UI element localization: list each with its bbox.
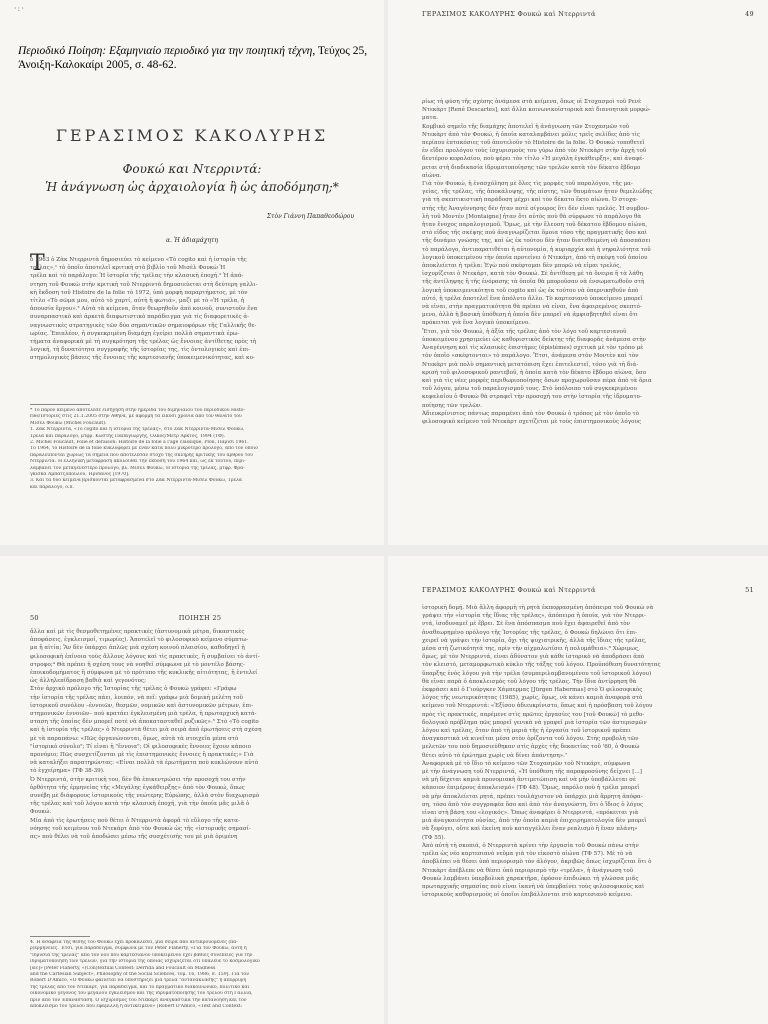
text-line: αὐτό, ἡ τρέλα ἀποτελεῖ ἕνα ἀπόλυτο ἄλλο. Τὸ καρτεσιανὸ ὑποκείμενο μπορεῖ	[422, 295, 643, 302]
text-line: ρεται στὴ διαδικασία ἱδρυματοποίησης τῶν τρελῶν κατὰ τὸν δέκατο ἕβδομο	[422, 164, 641, 171]
page-49	[388, 0, 768, 545]
text-line: λογικοῦ ὑποκειμένου τὴν ὁποία προτείνει ὁ Ντεκάρτ, ἀπὸ τὴ σκέψη τοῦ ὁποίου	[422, 254, 648, 261]
citation-details: , Τεύχος 25, Άνοιξη-Καλοκαίρι 2005, σ. 48-62.	[18, 45, 368, 71]
footnotes	[30, 408, 370, 498]
text-line: ἱστορικοῦ συνόλου –ἐννοιῶν, θεσμῶν, νομικῶν καὶ ἀστυνομικῶν μέτρων, ἐπι-	[30, 702, 254, 709]
text-line: περίπου ἑπτακόσιες τοῦ ἀποτελοῦν τὸ Histoire de la folie. Ὁ Φουκὼ τοποθετεῖ	[422, 140, 645, 147]
text-line: ἐν εἴδει προλόγου τοὺς ἰσχυρισμοὺς του γύρω ἀπὸ τὸν Ντεκὰρτ στὴν ἀρχὴ τοῦ	[422, 148, 647, 155]
text-line: νὰ καταλήξει παρατηρώντας: «Εἶναι πολλὰ τὰ ἐρωτήματα ποὺ κυκλώνουν αὐτὸ	[30, 760, 259, 767]
text-line: αἰώνα.	[422, 172, 442, 179]
article-title-line1: Φουκώ και Ντερριντά:	[122, 162, 262, 176]
text-line: Ἀπὸ αὐτὴ τὴ σκοπιά, ὁ Ντερριντὰ κρίνει τὴν ἐργασία τοῦ Φουκὼ πάνω στὴν	[422, 842, 639, 849]
text-line: Ντεκὰρτ ἀπὸ τὸν Φουκώ, ἡ ὁποία καταλαμβάνει μόλις τρεῖς σελίδες ἀπὸ τὶς	[422, 131, 640, 138]
text-line: τήματα ἀναφορικὰ μὲ τὴ συγκρότηση τῆς τρέλας ὡς ἔννοιας ἀντίθετης πρὸς τὴ	[30, 339, 257, 346]
text-line: πρόκειται γιὰ ἕνα λογικὸ ὑποκείμενο.	[422, 320, 531, 327]
text-line: 2. Michel Foucault, Folie et déraison: Histoire de la folie à l'âge classique, Plon, Παρίσι 1961.	[30, 440, 249, 446]
text-line: ἱδρυματοποίηση τῶν τρελῶν, γιὰ τὴν ἱστορία τῆς ὁποίας ἰσχυρίζεται ὅτι ὑπάλευε τὸ κοσμολογικό	[30, 959, 260, 965]
text-line: τῆς τρέλας ἀπὸ τὸν Ντεκάρτ, γιὰ παράδειγμα, καὶ τὸ πραγματικὸ διακοινωνικό, πολιτικὸ καὶ	[30, 984, 250, 990]
text-line: Ὁ Ντερριντά, στὴν κριτικὴ του, δὲν θὰ ἐπικεντρώσει τὴν προσοχή του στὴν	[30, 776, 246, 783]
text-line: ρίως τὴ φύση τῆς σχέσης ἀνάμεσα στὰ κείμενα, ὅπως οἱ Στοχασμοὶ τοῦ Ρενὲ	[422, 99, 642, 105]
text-line: νὰ μὴν ἀποκλείεται ρητά, πρέπει τουλάχιστον νὰ ὑπάρχει μιὰ ἄρρητη ἀπόφα-	[422, 793, 643, 800]
text-line: τὸ παράλογο, ἀντιπαρατιθέται ἡ αὐτονομία, ἡ κυριαρχία καὶ ἡ νηφαλιότητα τοῦ	[422, 246, 651, 253]
body-text	[422, 604, 758, 1004]
text-line: ντά, ἰσοδυναμεῖ μὲ ἔβρει. Σὲ ἕνα ἀπόσπασμα ποὺ ἔχει ἀφαιρεθεῖ ἀπὸ τὸν	[422, 621, 631, 628]
text-line: ὡς ἀλληλεπίδραση βαθιὰ καὶ γεγονότος;	[30, 678, 146, 685]
running-head	[30, 614, 370, 622]
text-line: τίτλο «Τὸ σῶμα μου, αὐτὸ τὸ χαρτί, αὐτὴ ἡ φωτιά», μαζὶ μὲ τὸ «Ἡ τρέλα, ἡ	[30, 298, 245, 305]
text-line: τὴν ἱστορία τῆς τρέλας πάει, λοιπόν, νὰ πεῖ: γράφω μιὰ δομικὴ μελέτη τοῦ	[30, 694, 243, 701]
text-line: ἦταν ἔνοχος παραλογισμοῦ. Ὅμως, μὲ τὴν ἔλευση τοῦ δέκατου ἕβδομου αἰώνα,	[422, 222, 648, 229]
text-line: ἰσχυρίζεται ὁ Ντεκάρτ, κατὰ τὸν Φουκώ. Σὲ ἀντίθεση μὲ τὰ ὄνειρα ἢ τὰ λάθη	[422, 271, 643, 278]
text-line: Robert D'Amico, «Ὁ Φουκὼ φαίνεται νὰ ὑποστηρίζει μιὰ τρέλα "ἀντανάκλασης" ἡ ἀπόρριψη	[30, 978, 247, 984]
text-line: Γιὰ τὸν Φουκώ, ἡ ἐνασχόληση μὲ ὅλες τὶς μορφὲς τοῦ παραλόγου, τῆς μα-	[422, 181, 633, 188]
text-line: ἀπουσία ἔργου».³ Αὐτὰ τὰ κείμενα, ὅταν θεωρηθοῦν ἀπὸ κοινοῦ, συνιστοῦν ἕνα	[30, 306, 258, 313]
text-line: ἐκφράσει καὶ ὁ Γιούργκεν Χάμπερμας [Jürgen Habermas] στὸ Ὁ φιλοσοφικὸς	[422, 687, 643, 694]
text-line: μα ἢ αἰτία; Ἂν δὲν ὑπάρχει ἁπλῶς μιὰ σχέση κοινοῦ πλαισίου, καθοδηγεῖ ἡ	[30, 645, 245, 652]
text-line: μὲ τὰ παραπάνω: «Πῶς ὀργανώνονται, ὅμως, αὐτὰ τὰ στοιχεῖα μέσα στὸ	[30, 735, 239, 742]
text-line: Ντεκὰρτ μιὰ πολὺ σημαντικὴ μετατόπιση ἔχει ἐπιτελεστεῖ, τόσο γιὰ τὴ διά-	[422, 361, 639, 368]
text-line: τρέλα ὡς νέο καρτεσιανὸ νεῦμα γιὰ τὸν εἰκοστὸ αἰώνα (ΤΦ 57). Μὲ τὸ νὰ	[422, 851, 633, 858]
text-line: τῆς δυνάμει γνώσης της, καὶ ὡς ἐκ τούτου δὲν ἦταν διατεθειμένη νὰ ἀποσπάσει	[422, 238, 651, 245]
text-line: κείμενο τοῦ Ντερριντά: «Ἐξίσου ἀδιευκρίνιστο, ὅπως καὶ ἡ πρόσβαση τοῦ λόγου	[422, 703, 653, 710]
text-line: Φουκώ.	[30, 809, 52, 816]
text-line: ὸ 1963 ὁ Ζὰκ Ντερριντὰ δημοσιεύει τὸ κείμενο «Τὸ cogito καὶ ἡ ἱστορία τῆς	[30, 257, 247, 263]
text-line: μὲ τὴν ἀνάγνωση τοῦ Ντερριντά, «Ἡ ὑπόθεση τῆς παραφροσύνης δείχνει [...]	[422, 769, 642, 776]
text-line: φιλοσοφικὴ ἐπίνοια τοὺς ἄλλους λόγους καὶ τὶς πρακτικές, ἢ συμβαίνει τὸ ἀντί-	[30, 653, 260, 660]
text-line: Στὸν ἀρχικὸ πρόλογο τῆς Ἱστορίας τῆς τρέλας ὁ Φουκὼ γράφει: «Γράφω	[30, 686, 237, 693]
text-line: ἀποκλείεται ἡ τρέλα: Ἐγὼ ποὺ σκέφτομαι δὲν μπορῶ νὰ εἶμαι τρελός,	[422, 263, 622, 270]
text-line: ας» ποὺ θέλει νὰ τοῦ ἀποδώσει μέσω τῆς συσχέτισής του μὲ μιὰ ὁριμένη	[30, 834, 238, 841]
text-line: τῆς ἀντίληψης ἢ τῆς ἐνόρασης τὰ ὁποῖα θὰ μποροῦσαν νὰ ἐνσωματωθοῦν στὴ	[422, 279, 645, 286]
text-line: σταση τῆς ὁποίας δὲν μπορεῖ ποτὲ νὰ ἀποκατασταθεῖ ρυζικῶς».⁵ Στὸ «Τὸ cogito	[30, 719, 259, 726]
text-line: ἀναγκαστικὰ νὰ κινεῖται μέσα στὸν ὁρίζοντα τοῦ λόγου. Στὴς προβολὴ τῶν	[422, 736, 639, 743]
running-head-text: ΠΟΙΗΣΗ 25	[178, 614, 222, 622]
text-line: 3. Καὶ τὰ δύο κείμενα βρίσκονται μεταφρασμένα στὸ Ζὰκ Ντερριντὰ-Μισὲλ Φουκώ, Τρέλα	[30, 478, 242, 484]
running-head-text: ΓΕΡΑΣΙΜΟΣ ΚΑΚΟΛΥΡΗΣ Φουκώ καὶ Ντερριντά	[422, 10, 596, 18]
text-line: κὴ ἔκδοση τοῦ Histoire de la folie τὸ 1972, ὑπὸ μορφὴ παραρτήματος, μὲ τὸν	[30, 289, 248, 296]
text-line: ὕπαρξης ἑνὸς λόγου γιὰ τὴν τρέλα (συμπεριλαμβανομένου τοῦ ἱστορικοῦ λόγου)	[422, 670, 652, 677]
text-line: φιλοσοφικὸ κείμενο τοῦ Ντεκὰρτ σχετίζεται μὲ τοὺς ἐπιστημονικοὺς λόγους	[422, 418, 642, 425]
text-line: Μία ἀπὸ τὶς ἐρωτήσεις ποὺ θέτει ὁ Ντερριντὰ ἀφορᾶ τὸ εὔλογο τῆς κατα-	[30, 817, 240, 824]
footnotes	[30, 940, 370, 1024]
running-head-text: ΓΕΡΑΣΙΜΟΣ ΚΑΚΟΛΥΡΗΣ Φουκώ καὶ Ντερριντά	[422, 586, 596, 594]
text-line: τοῦ λόγου, μέσω τοῦ παραλογισμοῦ τους. Στὸ ὑπόλοιπο τοῦ συγκεκριμένου	[422, 386, 637, 393]
text-line: λογικὴ ὑποκειμενικότητα τοῦ cogito καὶ ὡς ἐκ τούτου νὰ ὑπερνικηθοῦν ἀπὸ	[422, 287, 639, 294]
text-line: πρωταρχικῆς σημασίας ποὺ εἶναι ἱκανὴ νὰ ὑπερβαίνει τοὺς φιλοσοφικοὺς καὶ	[422, 883, 645, 890]
text-line: συναρπαστικὸ καὶ ἀρκετὰ διαφωτιστικὸ παράδειγμα γιὰ τὶς διαφορετικὲς ἀ-	[30, 314, 250, 321]
text-line: Ντεκὰρτ [René Descartes], καὶ ἄλλα κοινωνικοϊστορικὰ καὶ διανοητικὰ μορφώ-	[422, 107, 651, 114]
text-line: Τρέλα καὶ παράλογο, μτφρ. Κωστής Παπαγιώργης, Ὀλκὸς/Μετρ Ἄρκτος, 1994 (ΤΦ).	[30, 433, 226, 439]
text-line: κρισή τοῦ φιλοσοφικοῦ ραντεβοῦ, ἡ ὁποία κατὰ τὸν δέκατο ἕβδομο αἰώνα, ὅσο	[422, 369, 647, 376]
text-line: ἱστορικὴ δομή. Μιὰ ἄλλη ἀφορμὴ τὴ ρητὰ ἐκπεφρασμένη ἀπόπειρα τοῦ Φουκὼ νὰ	[422, 605, 654, 611]
text-line: ὑποκειμένου χρησιμεύει ὡς καθοριστικὸς δείκτης τῆς διαφορᾶς ἀνάμεσα στὴν	[422, 336, 646, 343]
text-line: Ντερριντά. Ἡ ἑλληνικὴ μετάφραση ἀκολουθεῖ τὴν ἔκδοση τοῦ 1964 καὶ, ὡς ἐκ τούτου, περι-	[30, 459, 246, 465]
text-line: πρὶν ἀπὸ τὸν Ἐπαναστάση. Ὁ ἰσχυρισμὸς τοῦ Ντεκὰρτ ἀναγκαστικὰ τὴν κατανόηση καὶ τὸν	[30, 997, 247, 1003]
article-title-line2: Ἡ ἀνάγνωση ὡς ἀρχαιολογία ἢ ὡς ἀποδόμηση;*	[45, 180, 339, 194]
text-line: χειρεῖ νὰ γράψει τὴν ἱστορία, ὄχι τῆς ψυχιατρικῆς, ἀλλὰ τῆς ἴδιας τῆς τρέλας,	[422, 637, 647, 644]
text-line: δευτέρου κεφαλαίου, ποὺ φέρει τὸν τίτλο «Ἡ μεγάλη ἐγκάθειρξη», καὶ ἀναφέ-	[422, 156, 645, 163]
text-line: κάποιον ἐπιμέρους ἀποκλεισμό» (ΤΦ 48). Ὅμως, παρόλο ποὺ ἡ τρέλα μπορεῖ	[422, 785, 640, 792]
text-line: ries/Ἱστορίες στὶς 21.1.2005 στὴν Ἀθήνα, μὲ ἀφορμὴ τὰ εἴκοσι χρόνια ἀπὸ τὸν θάνατο τοῦ	[30, 414, 242, 420]
text-line: μέσα στὴ ζωτικότητά της, πρὶν τὴν αἰχμαλωτίσει ἡ πολυμάθεια».⁶ Χώριμως,	[422, 646, 640, 653]
text-line: καὶ παράλογο, ὅ.π.	[30, 484, 74, 490]
text-line: ρ)ερμηνείες. Ἔτσι, γιὰ παράδειγμα, σύμφωνα μὲ τὸν Peter Flaherty, «Γιὰ τὸν Φουκώ, αὐτὴ ἡ	[30, 946, 247, 952]
dedication: Στὸν Γιάννη Παπαθεοδώρου	[266, 213, 354, 220]
section-heading: α. Ἡ ἀδιαμάχητη	[166, 237, 218, 244]
text-line: θέτει αὐτὸ τὸ ἐρώτημα χωρὶς νὰ δίνει ἀπάντηση».⁷	[422, 752, 568, 759]
text-line: (ΤΦ 55).	[422, 834, 446, 841]
text-line: ἱστορικοὺς καθορισμοὺς οἱ ὁποῖοι ἐπιβάλλονται στὸ καρτεσιανὸ κείμενο.	[422, 892, 633, 899]
text-line: γείας, τῆς τρέλας, τῆς ἀποκάλυψης, τῆς πίστης, τῶν θαυμάτων ἦταν θεμελιώδης	[422, 189, 653, 196]
text-line: λαμβάνει τὸν μεταγενέστερο πρόλογο, βλ. Μισὲλ Φουκώ, Ἡ ἱστορία τῆς τρέλας, μτφρ. Φρα-	[30, 465, 245, 471]
text-line: τὸ ἐγχείρημα» (ΤΦ 38-39).	[30, 768, 105, 775]
text-line: ντηση τοῦ Φουκὼ στὴν κριτικὴ τοῦ Ντερριντὰ δημοσιεύεται στὴ δεύτερη γαλλι-	[30, 281, 258, 288]
text-line: ἀποκλεισμὸ τοῦ τρελοῦ ποὺ ἐφάμιλλη ἢ ἀντικείμενο» (Robert D'Amico, «Text and Context:	[30, 1004, 243, 1010]
text-line: δολογικὸ πρόβλημα πῶς μπορεῖ γενικὰ νὰ γραφεῖ μιὰ ἱστορία τῶν ἀστερισμῶν	[422, 719, 647, 726]
text-line: ἀποφάσεις, ἐγκλεισμοί, τιμωρίες). Ἀποτελεῖ τὸ φιλοσοφικὸ κείμενο σύμπτω-	[30, 637, 249, 644]
page-51	[388, 556, 768, 1024]
text-line: κεφαλαίου ὁ Φουκὼ θὰ στραφεῖ τὴν προσοχή του στὴν ἱστορία τῆς ἱδρυματο-	[422, 394, 642, 401]
page-number: 49	[745, 10, 754, 18]
text-line: Τὸ 1964, τὸ Histoire de la folie κυκλοφορεῖ μὲ ἕναν κατὰ πολὺ μικρότερο πρόλογο, ἀπὸ τὸν ὁποῖο	[30, 446, 259, 452]
text-line: νόησης τοῦ κειμένου τοῦ Ντεκὰρτ ἀπὸ τὸν Φουκὼ ὡς τῆς «ἱστορικῆς σημασί-	[30, 825, 251, 832]
text-line: Κομβικὸ σημεῖο τῆς διαμάχης ἀποτελεῖ ἡ ἀνάγνωση τῶν Στοχασμῶν τοῦ	[422, 123, 630, 130]
text-line: νὰ εἶναι, στὴν πραγματικότητα θὰ πρέπει νὰ εἶναι, ἕνα ἀφαιρεμένος σκεπτό-	[422, 304, 642, 311]
page-number: 50	[30, 614, 39, 622]
text-line: καὶ γιὰ τὶς νέες μορφὲς περιθωριοποίησης ὅσων προχωροῦσαν πέρα ἀπὸ τὰ ὅρια	[422, 377, 652, 384]
text-line: τὸν κλειστό, μεταμορφωτικὸ κύκλο τῆς τάξης τοῦ λόγου. Προϋπόθεση δυνατότητας	[422, 662, 661, 669]
text-line: καὶ ἡ ἱστορία τῆς τρέλας» ὁ Ντερριντὰ θέτει μιὰ σειρὰ ἀπὸ ἐρωτήσεις στὴ σχέση	[30, 727, 262, 734]
text-line: ἄλλα καὶ μὲ τὶς θεσμοθετημένες πρακτικὲς (ἀστυνομικὰ μέτρα, δικαστικὲς	[30, 629, 245, 635]
text-line: παραλείπονται χωρίως τὰ σημεῖα ποὺ ἀποτέλεσαν στόχο τῆς σκληρῆς κριτικῆς τοῦ ἄρθρου τοῦ	[30, 452, 253, 458]
text-line: τῆς τρέλας καὶ τοῦ λόγου κατὰ τὴν κλασικὴ ἐποχή, γιὰ τὴν ὁποία μᾶς μιλᾶ ὁ	[30, 801, 250, 808]
text-line: τρέλας»,¹ τὸ ὁποῖο ἀποτελεῖ κριτικὴ στὸ βιβλίο τοῦ Μισὲλ Φουκὼ Ἡ	[30, 265, 226, 272]
text-line: λὴ τοῦ Μοντὲν [Montaigne] ἦταν ὅτι αὐτὸς ποὺ θὰ σύρφωσε τὸ παράλογο θὰ	[422, 213, 642, 220]
text-line: 4. Ἡ ἀσάφεια τῆς θέσης τοῦ Φουκὼ ἔχει προκαλέσει, μιὰ σειρὰ ἀπὸ ἀντικρουόμενες (πα-	[30, 940, 238, 945]
text-line: μενο, ἀλλὰ ἡ βασικὴ ὑπόθεση ἡ ὁποία δὲν μπορεῖ νὰ ἀμφισβητηθεῖ εἶναι ὅτι	[422, 312, 638, 319]
text-line: θὰ εἶναι παρὰ ὁ ἀποκλεισμὸς τοῦ λόγου τῆς τρέλας. Τὴν ἴδια ἀντίρρηση θὰ	[422, 678, 637, 685]
scan-mark: ·:·	[14, 4, 25, 13]
citation-header	[18, 44, 378, 72]
page-50	[0, 556, 384, 1024]
running-head	[422, 586, 754, 594]
text-line: ποίησης τῶν τρελῶν.	[422, 402, 483, 409]
text-line: λόγου καὶ τρέλας, ὅταν ἀπὸ τὴ μεριὰ τῆς ἡ ἐργασία τοῦ ἱστορικοῦ πρέπει	[422, 728, 631, 735]
text-line: γιὰ τὴ σκεπτικιστικὴ παράδοση μέχρι καὶ τὸν δέκατο ἕκτο αἰώνα. Ὁ στοχα-	[422, 197, 638, 204]
body-text	[422, 98, 758, 538]
footnote-rule	[30, 936, 90, 937]
text-line: στροφο;⁴ Θὰ πρέπει ἡ σχέση τους νὰ νοηθεῖ σύμφωνα μὲ τὸ μοντέλο βάσης-	[30, 661, 245, 668]
text-line: συνέβη μὲ διάφορους ἱστορικοὺς τῆς νεώτερης Εὐρώπης, ἀλλὰ στὸν διαχωρισμὸ	[30, 793, 260, 800]
text-line: ἀποβλέπει νὰ θέσει ὑπὸ περιορισμὸ τὸν ἀλόγον, ἀκριβῶς ὅπως ἰσχυρίζεται ὅτι ὁ	[422, 859, 652, 866]
text-line: ματα.	[422, 115, 439, 122]
text-line: Ἀδιευκρίνιστος πάντως παραμένει ἀπὸ τὸν Φουκὼ ὁ τρόπος μὲ τὸν ὁποῖο τὸ	[422, 410, 639, 417]
text-line: "ἱστορικὸ σύνολο"; Τί εἶναι ἡ "ἔννοια"; Οἱ φιλοσοφικὲς ἔννοιες ἔχουν κάποιο	[30, 743, 252, 750]
text-line: στὴς τῆς Ἀναγέννησης δὲν ἦταν ποτὲ σίγουρος ὅτι δὲν εἶναι τρελός. Ἡ συμβου-	[422, 205, 649, 212]
text-line: [sic]» [Peter Flaherty, «(Con)textual Contest: Derrida and Foucault on Madness	[30, 965, 216, 971]
text-line: ἀναθεωρημένο πρόλογο τῆς Ἱστορίας τῆς τρέλας, ὁ Φουκὼ δηλώνει ὅτι ἐπι-	[422, 629, 638, 636]
article-author: ΓΕΡΑΣΙΜΟΣ ΚΑΚΟΛΥΡΗΣ	[55, 126, 329, 145]
text-line: προνόμιο; Πῶς συσχετίζονται μὲ τὶς ἐπιστημονικὲς ἔννοιες ἢ πρακτικές;» Γιὰ	[30, 752, 254, 759]
text-line: Ἀναγέννηση καὶ τὶς κλασικὲς ἐπιστήμες (épistémes) σχετικὰ μὲ τὸν τρόπο μὲ	[422, 345, 644, 352]
text-line: στὸ εἶδος τῆς σκέψης ποὺ ἀναγνωρίζεται ὅμοια τόσο τῆς πραγματικῆς ὅσο καὶ	[422, 230, 647, 237]
text-line: ωρίας. Ἐπιπλέον, ἡ συγκεκριμένη διαμάχη ἐγείρει πολλὰ σημαντικὰ ἐρω-	[30, 330, 240, 337]
text-line: τὸν ὁποῖο «σκέφτονται» τὸ παράλογο. Ἔτσι, ἀνάμεσα στὸν Μοντὲν καὶ τὸν	[422, 353, 639, 360]
footnote-rule	[30, 404, 90, 405]
text-line: 1. Ζὰκ Ντερριντά, «Τὸ cogito καὶ ἡ ἱστορία τῆς τρέλας», στὸ Ζὰκ Ντερριντὰ-Μισὲλ Φουκώ,	[30, 427, 245, 433]
drop-cap: Τ	[30, 251, 45, 276]
text-line: Μισὲλ Φουκὼ (Michel Foucault).	[30, 420, 107, 426]
running-head	[422, 10, 754, 18]
page-48	[0, 0, 384, 545]
text-line: Ἔτσι, γιὰ τὸν Φουκώ, ἡ ἀξία τῆς τρέλας ἀπὸ τὸν λόγο τοῦ καρτεσιανοῦ	[422, 328, 627, 335]
body-text	[30, 256, 370, 366]
text-line: ναγνωστικὲς στρατηγικὲς τῶν δύο σημαντικῶν σημαιοφόρων τῆς Γαλλικῆς θε-	[30, 322, 257, 329]
text-line: ἐποικοδομήματος ἢ σύμφωνα μὲ τὸ πρότυπο τῆς κυκλικῆς αἰτιότητας, ἢ ἐντελεί	[30, 670, 258, 677]
text-line: Ἀναφορικὰ μὲ τὸ ἴδιο τὸ κείμενο τῶν Στοχασμῶν τοῦ Ντεκάρτ, σύμφωνα	[422, 760, 631, 767]
text-line: γράψει τὴν «ἱστορία τῆς ἴδιας τῆς τρέλας», ἀπόπειρα ἡ ὁποία, γιὰ τὸν Ντερρι-	[422, 613, 646, 620]
text-line: Φουκὼ λαμβάνει ὑπερβολικὰ χαρακτῆρα, ἐφόσον ἐπιδιώκει τὴ γλώσσα μιᾶς	[422, 875, 639, 882]
citation-journal: Περιοδικό Ποίηση: Εξαμηνιαίο περιοδικό για την ποιητική τέχνη	[18, 45, 313, 57]
text-line: οἰκονομικὸ γεγονὸς τοῦ μεγάλου ἐγκλεισμοῦ καὶ τῆς ἱδρυματοποίησης τοῦ τρελοῦ στὴ Γαλλία,	[30, 991, 253, 997]
text-line: στημολογικὲς βάσεις τῆς ἔννοιας τῆς καρτεσιανῆς ὑποκειμενικότητας, καὶ κυ-	[30, 355, 255, 362]
text-line: Ντεκὰρτ ἀπέβλεπε νὰ θέσει ὑπὸ περιορισμὸ τὴν «τρέλα», ἡ ἀνάγνωση τοῦ	[422, 867, 634, 874]
text-line: "ἱδρυσία τῆς τρέλας" ἀπὸ τὸν νοῦ ποὺ καρτεσιανοῦ ὑποκειμένου ἔχει βαθιὲς συνέπειες γιὰ τὴν	[30, 952, 253, 958]
text-line: τρέλα καὶ τὸ παράλογο: Ἡ ἱστορία τῆς τρέλας τὴν κλασικὴ ἐποχή.² Ἡ ἀπά-	[30, 273, 244, 280]
text-line: λόγος τῆς νεωτερικότητας (1985), χωρὶς, ὅμως, νὰ κάνει καμιὰ ἀναφορὰ στὸ	[422, 695, 643, 702]
text-line: πρὸς τὶς πρακτικές, παρέμενε στὶς πρῶτες ἐργασίες του [τοῦ Φουκώ] τὸ μεθο-	[422, 711, 645, 718]
text-line: νὰ ξεφύγει, οὔτε καὶ ἐκείνη ποὺ καταγγέλλει ἕναν ρεαλισμὸ ἢ ἕναν πλάνη»	[422, 826, 638, 833]
text-line: μιὰ ἀναγκαιότητα οὐσίας, ἀπὸ τὴν ὁποία καμιὰ ἐπιχειρηματολογία δὲν μπορεῖ	[422, 818, 647, 825]
text-line: ση, τόσο ἀπὸ τὸν συγγραφέα ὅσο καὶ ἀπὸ τὸν ἀναγνώστη, ὅτι ὁ ἴδιος ὁ λόγος	[422, 801, 644, 808]
text-line: εἶναι στὴ βάση του «λογικός». Ὅπως ἀναφέρει ὁ Ντερριντά, «πρόκειται γιὰ	[422, 810, 639, 817]
text-line: and the Cartesian Subject», Philosophy of the Social Sciences, τόμ. 16, 1986, σ. 159]. Γιὰ τὸν	[30, 972, 249, 978]
text-line: * Τὸ παρὸν κείμενο ἀποτέλεσε εἰσήγηση στὴν ἡμερίδα τοῦ διμηνιαίου τοῦ περιοδικοῦ Histo-	[30, 408, 246, 413]
text-line: μελετῶν του ποὺ δημοσιεύθηκαν στὶς ἀρχὲς τῆς δεκαετίας τοῦ '60, ὁ Φουκὼ	[422, 744, 640, 751]
page-number: 51	[745, 586, 754, 594]
text-line: νὰ μὴ δέχεται καμιὰ προνομιακὴ ἀντιμετώπιση καὶ νὰ μὴν ὑποβάλλεται σὲ	[422, 777, 637, 784]
text-line: ὅμως, μὲ τὸν Ντερριντά, εἶναι ἀδύνατον γιὰ κάθε ἱστορικὸ νὰ ἀποδράσει ἀπὸ	[422, 654, 645, 661]
text-line: λογική, τὴ δυνατότητα συγγραφῆς τῆς ἱστορίας της, τὶς ὀντολογικὲς καὶ ἐπι-	[30, 347, 251, 354]
body-text	[30, 628, 370, 918]
text-line: στημονικῶν ἐννοιῶν– ποὺ κρατάει ἐγκλεισμένη μιὰ τρέλα, ἡ πρωταρχικὴ κατά-	[30, 711, 257, 718]
text-line: γκίσκα Ἀμπατζοπούλου, Ἡριδανός [1970].	[30, 472, 130, 478]
text-line: ὀρθότητα τῆς ἑρμηνείας τῆς «Μεγάλης ἐγκάθειρξης» ἀπὸ τὸν Φουκώ, ὅπως	[30, 784, 245, 791]
